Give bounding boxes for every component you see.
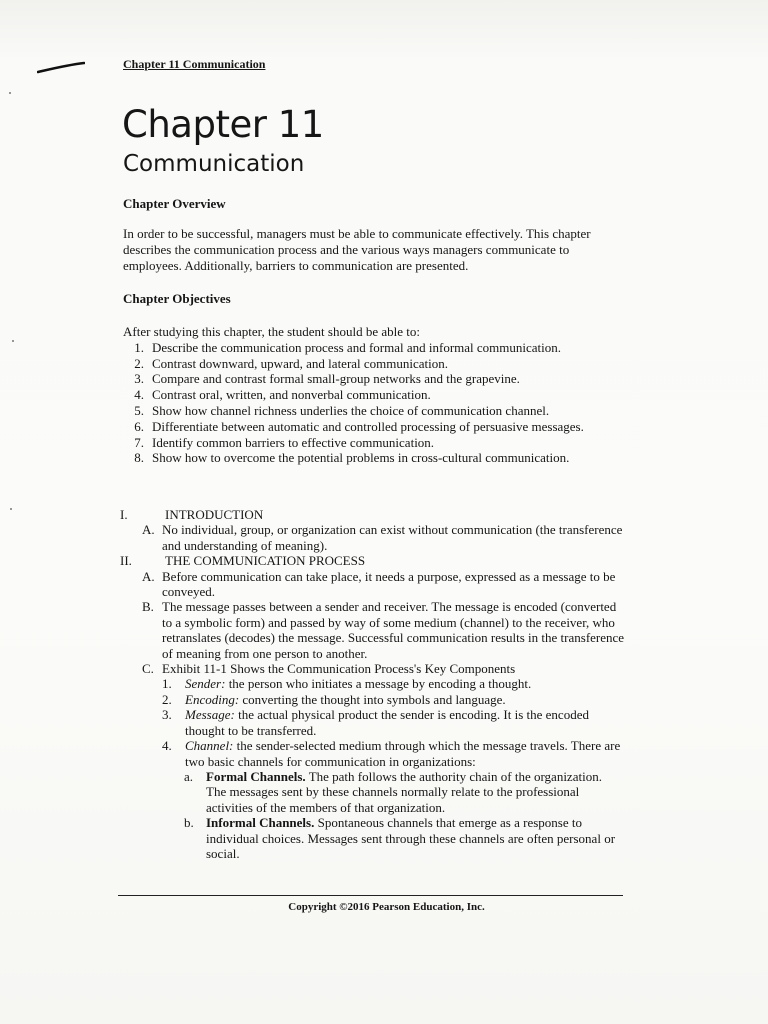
objective-text: Show how channel richness underlies the choice of communication channel. xyxy=(152,402,550,418)
section-heading: THE COMMUNICATION PROCESS xyxy=(165,553,366,569)
component-item xyxy=(120,738,625,769)
running-header: Chapter 11 Communication xyxy=(123,57,266,71)
point-text: Exhibit 11-1 Shows the Communication Process's Key Components xyxy=(162,661,516,677)
objective-text: Differentiate between automatic and controlled processing of persuasive messages. xyxy=(152,418,584,434)
channel-item xyxy=(120,815,625,861)
copyright-notice: Copyright ©2016 Pearson Education, Inc. xyxy=(288,901,485,913)
point-letter: A. xyxy=(142,568,155,584)
section-number: II. xyxy=(120,553,132,569)
scan-speck xyxy=(10,508,12,510)
objective-number: 5. xyxy=(134,402,144,418)
overview-heading: Chapter Overview xyxy=(123,196,226,211)
component-item xyxy=(120,676,625,691)
channel-letter: a. xyxy=(184,768,194,784)
objective-text: Show how to overcome the potential problems in cross-cultural communication. xyxy=(152,450,570,466)
objectives-list xyxy=(123,340,623,466)
objective-item xyxy=(123,450,623,466)
component-text: the person who initiates a message by encoding a thought. xyxy=(228,676,532,692)
section-heading: INTRODUCTION xyxy=(165,507,264,522)
outline-point xyxy=(120,569,625,600)
objective-item xyxy=(123,371,623,387)
channel-letter: b. xyxy=(184,815,194,831)
component-term: Channel: xyxy=(185,738,234,754)
component-number: 3. xyxy=(162,707,172,723)
objective-number: 6. xyxy=(134,418,144,434)
component-item xyxy=(120,707,625,738)
objective-number: 8. xyxy=(134,450,144,466)
footer-divider xyxy=(118,895,623,896)
lecture-outline xyxy=(120,507,625,861)
channel-text: The path follows the authority chain of the organization. The messages sent by these channels normally relate to the professional activities of the members of that organization. xyxy=(206,768,602,815)
point-letter: B. xyxy=(142,599,154,615)
objective-number: 3. xyxy=(134,371,144,387)
channel-item xyxy=(120,769,625,815)
point-letter: A. xyxy=(142,522,155,538)
objective-item xyxy=(123,419,623,435)
objectives-intro: After studying this chapter, the student should be able to: xyxy=(123,324,420,339)
component-term: Encoding: xyxy=(185,691,240,707)
objective-item xyxy=(123,403,623,419)
objective-number: 4. xyxy=(134,387,144,403)
overview-paragraph: In order to be successful, managers must be able to communicate effectively. This chapter describes the communication process and the various ways managers communicate to employees. Additionally, barriers to communication are presented. xyxy=(123,226,591,273)
objective-text: Contrast oral, written, and nonverbal communication. xyxy=(152,387,431,403)
objective-item xyxy=(123,387,623,403)
component-term: Sender: xyxy=(185,676,226,692)
channel-term: Formal Channels. xyxy=(206,768,306,784)
channel-term: Informal Channels. xyxy=(206,815,315,831)
point-text: The message passes between a sender and receiver. The message is encoded (converted to a symbolic form) and passed by way of some medium (channel) to the receiver, who retranslates (decodes) the message. Successful communication results in the transference of meaning from one person to another. xyxy=(162,599,625,661)
outline-point xyxy=(120,599,625,661)
point-text: Before communication can take place, it needs a purpose, expressed as a message to be conveyed. xyxy=(162,568,616,600)
objective-item xyxy=(123,356,623,372)
point-text: No individual, group, or organization can exist without communication (the transference and understanding of meaning). xyxy=(162,522,623,553)
chapter-subtitle: Communication xyxy=(123,151,305,177)
objective-number: 2. xyxy=(134,355,144,371)
component-text: converting the thought into symbols and language. xyxy=(242,691,506,707)
section-number: I. xyxy=(120,507,128,522)
objective-text: Describe the communication process and formal and informal communication. xyxy=(152,339,562,355)
component-item xyxy=(120,692,625,707)
component-number: 2. xyxy=(162,691,172,707)
objective-text: Identify common barriers to effective communication. xyxy=(152,434,435,450)
channel-text: Spontaneous channels that emerge as a response to individual choices. Messages sent through these channels are often personal or social. xyxy=(206,815,616,861)
objective-number: 1. xyxy=(134,339,144,355)
outline-section-introduction xyxy=(120,507,625,522)
objective-number: 7. xyxy=(134,434,144,450)
objective-text: Compare and contrast formal small-group networks and the grapevine. xyxy=(152,371,520,387)
chapter-title: Chapter 11 xyxy=(122,103,324,146)
component-number: 1. xyxy=(162,676,172,692)
objective-item xyxy=(123,340,623,356)
objectives-heading: Chapter Objectives xyxy=(123,291,231,306)
outline-section-communication-process xyxy=(120,553,625,568)
scan-speck xyxy=(9,92,11,94)
point-letter: C. xyxy=(142,661,154,677)
component-text: the actual physical product the sender is encoding. It is the encoded thought to be transferred. xyxy=(185,707,589,738)
component-text: the sender-selected medium through which the message travels. There are two basic channels for communication in organizations: xyxy=(185,738,621,769)
scan-speck xyxy=(12,340,14,342)
component-number: 4. xyxy=(162,738,172,754)
component-term: Message: xyxy=(185,707,235,723)
outline-point xyxy=(120,661,625,676)
objective-text: Contrast downward, upward, and lateral communication. xyxy=(152,355,449,371)
outline-point xyxy=(120,522,625,553)
objective-item xyxy=(123,435,623,451)
pen-stroke-mark xyxy=(37,61,85,75)
objectives-block xyxy=(123,324,623,466)
